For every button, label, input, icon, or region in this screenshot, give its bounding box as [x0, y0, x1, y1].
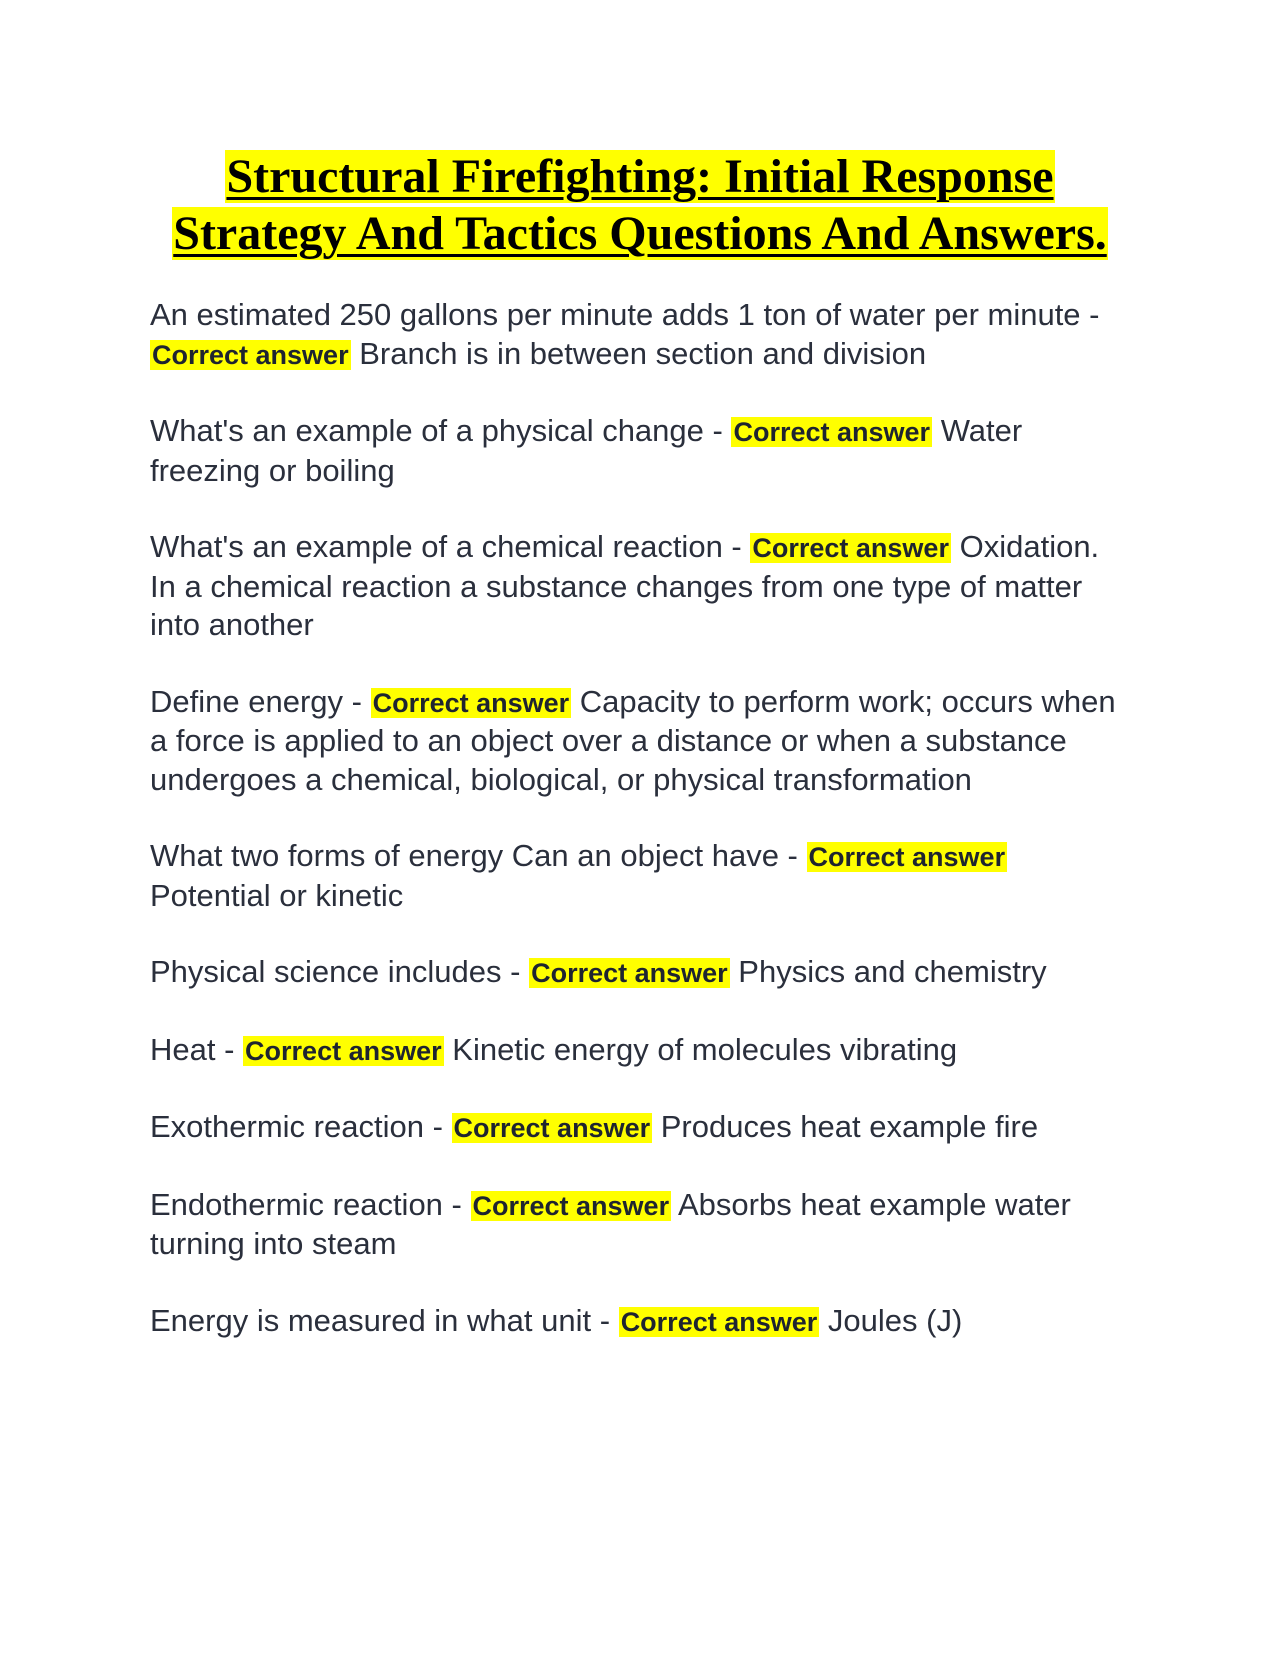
qa-item	[150, 1186, 1130, 1264]
question-text: Exothermic reaction	[150, 1109, 424, 1144]
answer-text: Absorbs heat example water turning into steam	[150, 1186, 1071, 1261]
correct-answer-label: Correct answer	[472, 1190, 670, 1221]
correct-answer-label: Correct answer	[531, 958, 728, 988]
correct-answer-label: Correct answer	[245, 1035, 442, 1066]
correct-answer-label: Correct answer	[808, 842, 1006, 872]
qa-item	[150, 1031, 1130, 1071]
title-line-1: Structural Firefighting: Initial Response	[226, 150, 1054, 203]
qa-item	[150, 412, 1130, 490]
answer-text: Joules (J)	[827, 1302, 963, 1338]
separator: -	[778, 838, 807, 873]
correct-answer-label: Correct answer	[620, 1306, 818, 1337]
separator: -	[722, 529, 751, 564]
answer-text: Capacity to perform work; occurs when a force is applied to an object over a distance or when a substance undergoes a chemical, biological, or physical transformation	[150, 683, 1116, 797]
separator: -	[343, 683, 371, 719]
qa-item	[150, 1302, 1130, 1342]
question-text: Physical science includes	[150, 954, 502, 989]
answer-text: Branch is in between section and division	[359, 335, 927, 371]
question-text: Energy is measured in what unit	[150, 1302, 592, 1338]
document-title	[150, 148, 1130, 262]
title-line-2: Strategy And Tactics Questions And Answers.	[173, 207, 1107, 260]
separator: -	[423, 1109, 452, 1144]
correct-answer-label: Correct answer	[453, 1113, 651, 1143]
qa-item	[150, 528, 1130, 645]
question-text: What's an example of a physical change	[150, 413, 704, 448]
separator: -	[215, 1031, 244, 1067]
answer-text: Oxidation. In a chemical reaction a substance changes from one type of matter into another	[150, 529, 1100, 642]
answer-text: Kinetic energy of molecules vibrating	[452, 1031, 958, 1067]
separator: -	[501, 954, 530, 989]
answer-text: Produces heat example fire	[660, 1109, 1039, 1144]
separator: -	[442, 1186, 471, 1222]
correct-answer-label: Correct answer	[372, 687, 570, 718]
qa-item	[150, 683, 1130, 800]
document-page	[150, 148, 1130, 1379]
qa-item	[150, 1108, 1130, 1148]
qa-item	[150, 837, 1130, 915]
answer-text: Physics and chemistry	[738, 954, 1047, 989]
answer-text: Water freezing or boiling	[150, 413, 1023, 488]
qa-item	[150, 296, 1130, 374]
answer-text: Potential or kinetic	[150, 877, 404, 913]
separator: -	[591, 1302, 619, 1338]
question-text: What two forms of energy Can an object have	[150, 838, 779, 873]
question-text: Define energy	[150, 683, 344, 719]
question-text: An estimated 250 gallons per minute adds 1 ton of water per minute	[150, 297, 1081, 332]
correct-answer-label: Correct answer	[152, 339, 349, 370]
separator: -	[1080, 297, 1100, 332]
correct-answer-label: Correct answer	[752, 533, 949, 563]
separator: -	[703, 413, 732, 448]
correct-answer-label: Correct answer	[733, 417, 931, 447]
qa-item	[150, 953, 1130, 993]
question-text: What's an example of a chemical reaction	[150, 529, 723, 564]
question-text: Heat	[150, 1031, 216, 1067]
qa-list	[150, 296, 1130, 1341]
question-text: Endothermic reaction	[150, 1186, 443, 1222]
